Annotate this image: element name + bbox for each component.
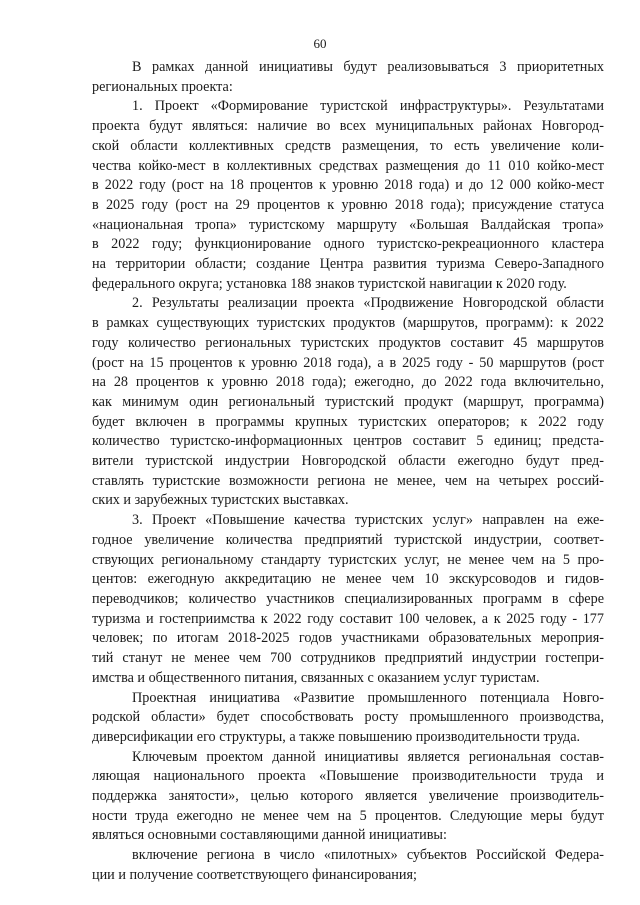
paragraph-line: 1. Проект «Формирование туристской инфраструктуры». Результатами	[132, 98, 604, 115]
paragraph-line: на территории области; создание Центра развития туризма Северо-Западного	[92, 256, 604, 273]
paragraph-line: ских и зарубежных туристских выставках.	[92, 492, 349, 509]
paragraph-line: туризма и гостеприимства к 2022 году составит 100 человек, а к 2025 году - 177	[92, 610, 604, 627]
page-number: 60	[313, 36, 327, 51]
paragraph-line: ляющая национального проекта «Повышение производительности труда и	[92, 768, 604, 785]
paragraph-line: будет включен в программы крупных туристских операторов; к 2022 году	[92, 413, 604, 430]
paragraph-line: Ключевым проектом данной инициативы является региональная состав-	[132, 748, 604, 765]
paragraph-line: переводчиков; количество участников специализированных программ в сфере	[92, 590, 604, 607]
paragraph-line: (рост на 15 процентов к уровню 2018 года), а в 2025 году - 50 маршрутов (рост	[92, 354, 604, 371]
paragraph-line: ствующих региональному стандарту туристских услуг, не менее чем на 5 про-	[92, 551, 604, 568]
paragraph-line: ставлять туристские возможности региона не менее, чем на четырех россий-	[92, 472, 604, 489]
paragraph-line: В рамках данной инициативы будут реализовываться 3 приоритетных	[132, 59, 604, 75]
paragraph-line: чества койко-мест в коллективных средствах размещения до 11 010 койко-мест	[92, 157, 604, 174]
paragraph-project-3	[92, 511, 604, 688]
paragraph-intro	[92, 58, 604, 97]
paragraph-line: ской области коллективных средств размещения, то есть увеличение коли-	[92, 137, 604, 154]
paragraph-line: поддержка занятости», целью которого является увеличение производитель-	[92, 788, 604, 805]
paragraph-line: имства и общественного питания, связанных с оказанием услуг туристам.	[92, 669, 540, 686]
paragraph-line: Проектная инициатива «Развитие промышленного потенциала Новго-	[132, 689, 604, 706]
paragraph-line: 3. Проект «Повышение качества туристских услуг» направлен на еже-	[132, 512, 604, 529]
paragraph-line: тий станут не менее чем 700 сотрудников предприятий индустрии гостепри-	[92, 650, 604, 667]
paragraph-line: «национальная тропа» туристскому маршруту «Большая Валдайская тропа»	[92, 216, 604, 233]
paragraph-line: количество туристско-информационных центров составит 5 единиц; предста-	[92, 433, 604, 450]
paragraph-line: родской области» будет способствовать росту промышленного производства,	[92, 709, 604, 726]
paragraph-line: в 2022 году (рост на 18 процентов к уровню 2018 года) и до 12 000 койко-мест	[92, 177, 604, 194]
paragraph-line: включение региона в число «пилотных» субъектов Российской Федера-	[132, 847, 604, 864]
paragraph-line: на 28 процентов к уровню 2018 года); ежегодно, до 2022 года включительно,	[92, 374, 604, 391]
paragraph-industry-initiative	[92, 689, 604, 748]
paragraph-line: федерального округа; установка 188 знаков туристской навигации к 2020 году.	[92, 275, 567, 292]
paragraph-key-project	[92, 748, 604, 847]
paragraph-line: вители туристской индустрии Новгородской области ежегодно будут пред-	[92, 453, 604, 470]
paragraph-line: региональных проекта:	[92, 78, 233, 95]
paragraph-line: 2. Результаты реализации проекта «Продвижение Новгородской области	[132, 295, 604, 312]
paragraph-line: ности труда ежегодно не менее чем на 5 процентов. Следующие меры будут	[92, 807, 604, 824]
paragraph-line: в 2022 году; функционирование одного туристско-рекреационного кластера	[92, 236, 604, 253]
paragraph-project-1	[92, 97, 604, 294]
paragraph-line: проекта будут являться: наличие во всех муниципальных районах Новгород-	[92, 118, 604, 135]
paragraph-line: в 2025 году (рост на 29 процентов к уровню 2018 года); присуждение статуса	[92, 196, 604, 213]
paragraph-line: годное увеличение количества предприятий туристской индустрии, соответ-	[92, 531, 604, 548]
paragraph-line: диверсификации его структуры, а также повышению производительности труда.	[92, 728, 581, 745]
paragraph-line: центов: ежегодную аккредитацию не менее чем 10 экскурсоводов и гидов-	[92, 571, 604, 588]
paragraph-project-2	[92, 294, 604, 511]
paragraph-line: являться основными составляющими данной инициативы:	[92, 827, 447, 844]
document-body	[92, 58, 604, 886]
paragraph-line: году количество региональных туристских продуктов составит 45 маршрутов	[92, 334, 604, 351]
paragraph-line: ции и получение соответствующего финансирования;	[92, 866, 417, 883]
paragraph-line: как минимум один региональный туристский продукт (маршрут, программа)	[92, 393, 604, 410]
paragraph-line: человек; по итогам 2018-2025 годов участниками образовательных мероприя-	[92, 630, 604, 647]
paragraph-measure-pilot	[92, 846, 604, 885]
paragraph-line: в рамках существующих туристских продуктов (маршрутов, программ): к 2022	[92, 315, 604, 332]
